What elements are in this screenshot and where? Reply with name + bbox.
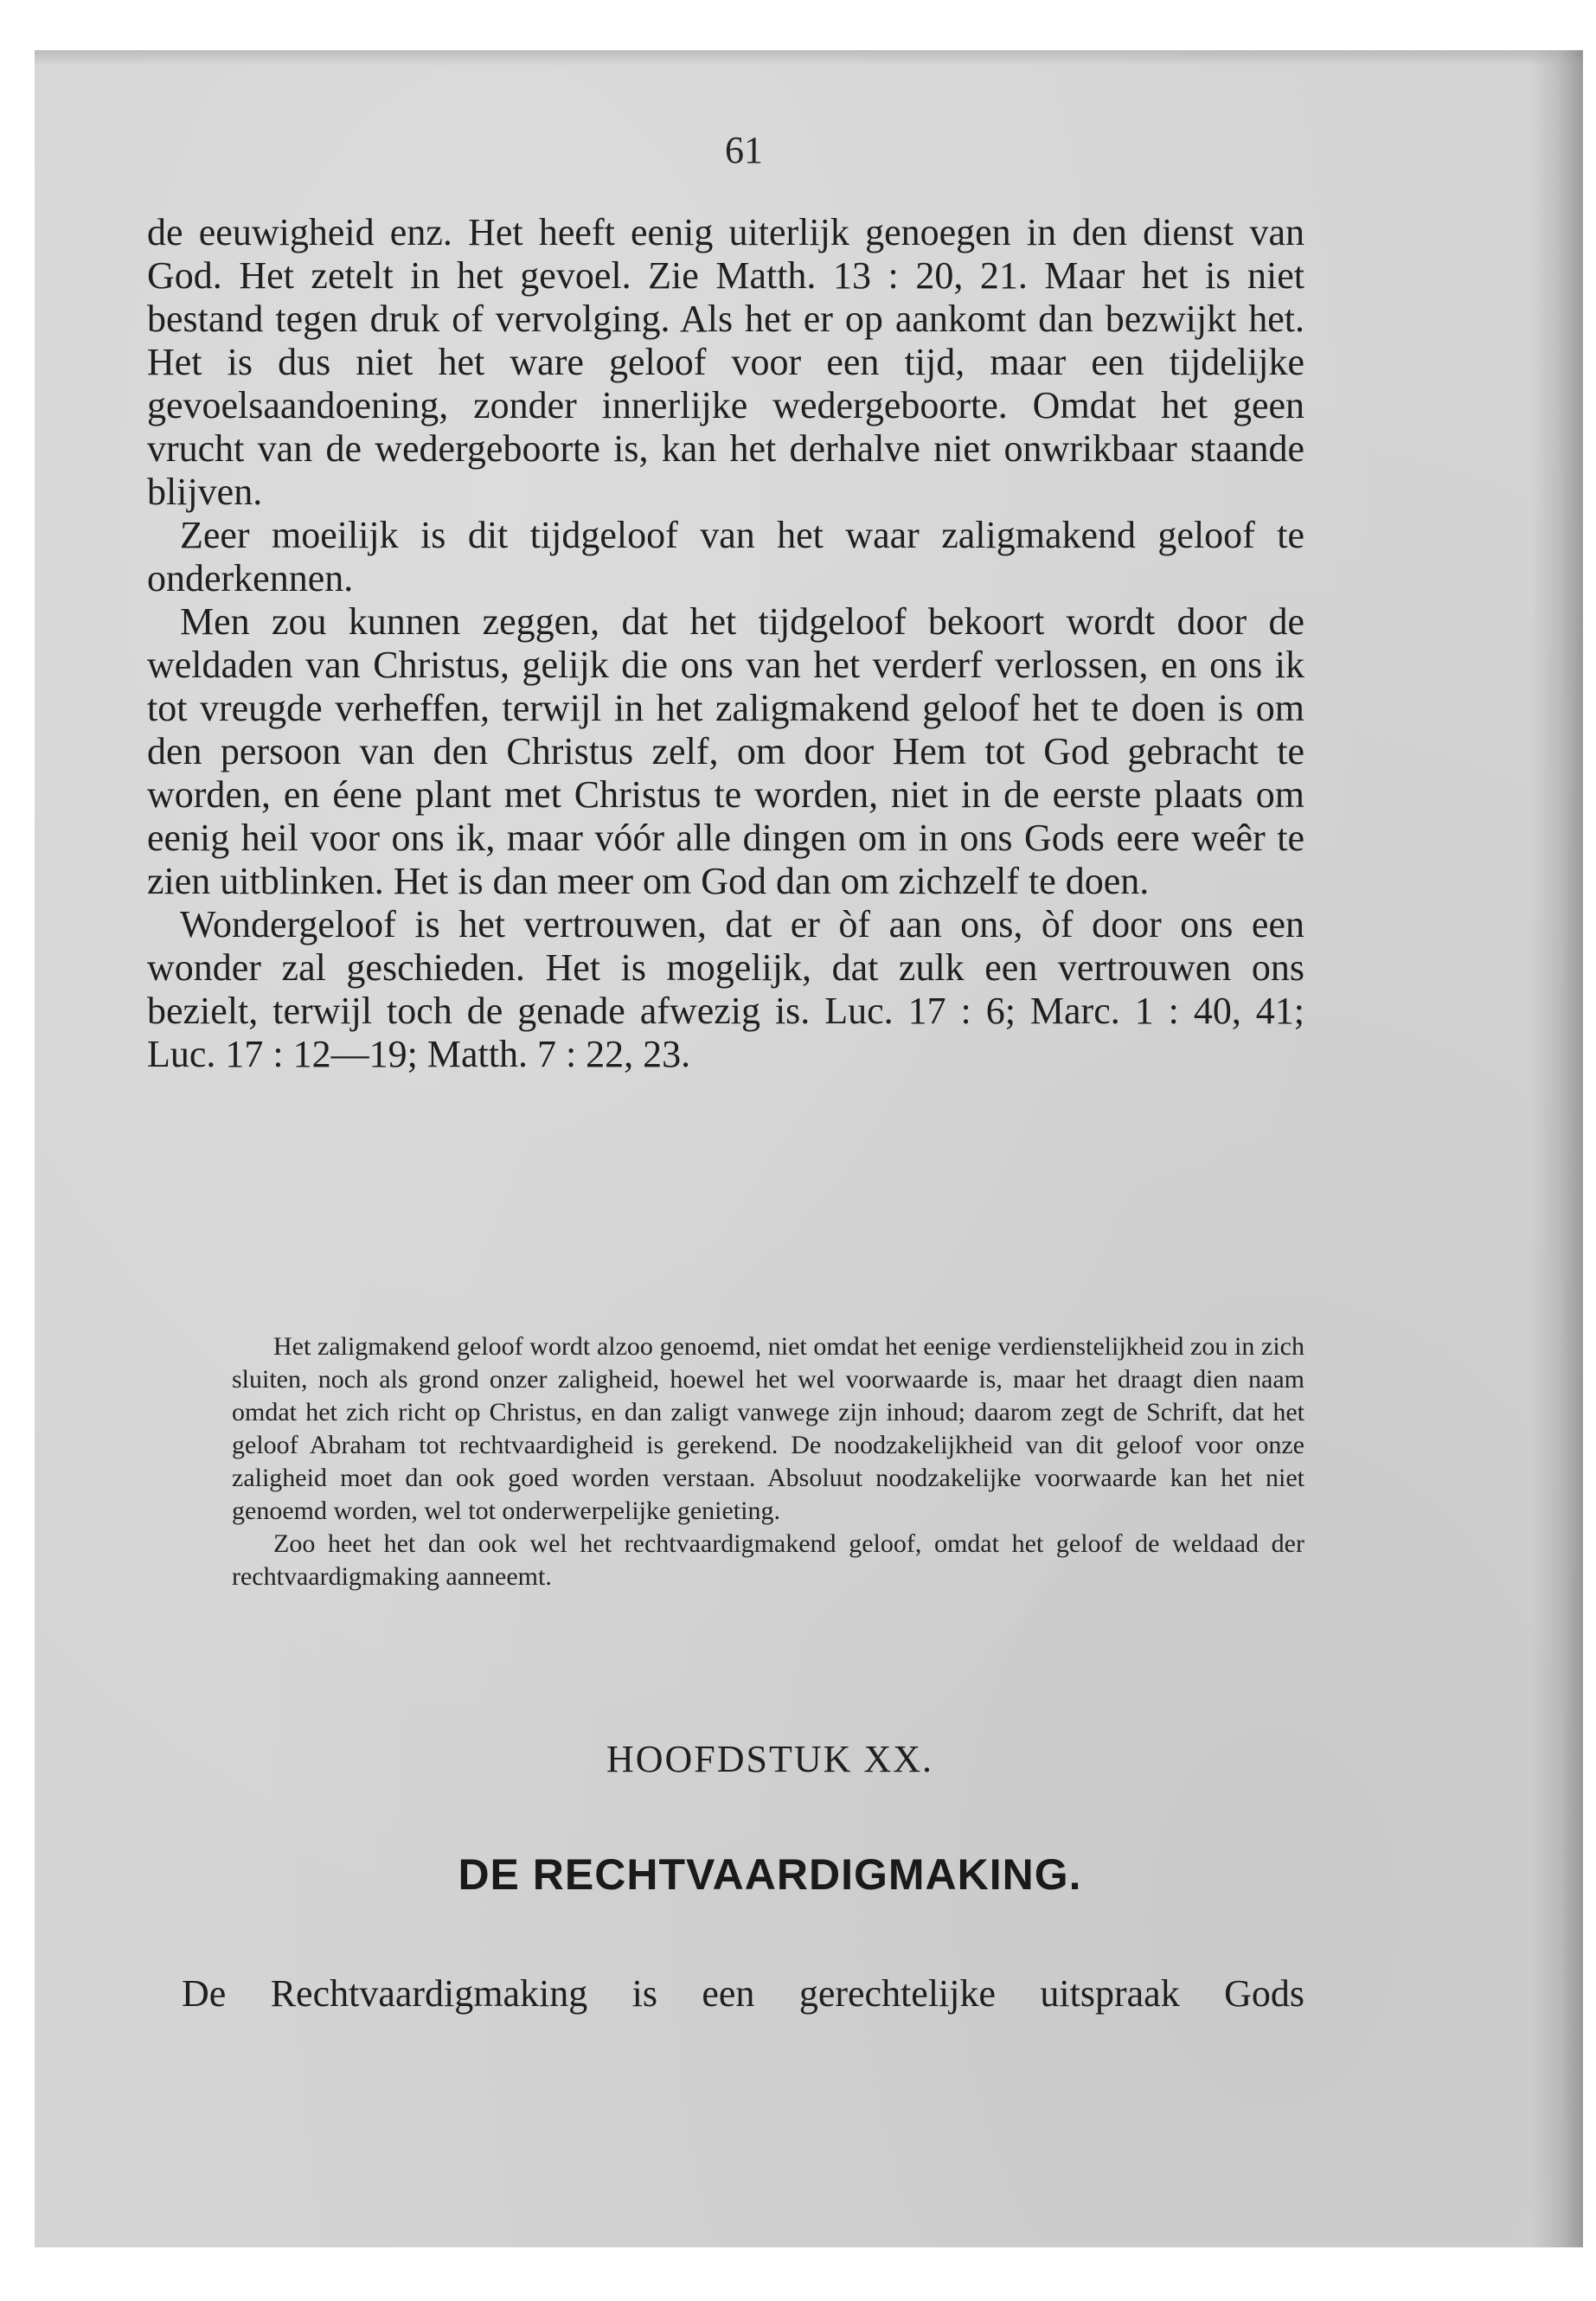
footnote-rechtvaardigmakend-geloof: Zoo heet het dan ook wel het rechtvaardigmakend geloof, omdat het geloof de weldaad der rechtvaardigmaking aanneemt. [232,1529,1304,1591]
footnote-block [232,1330,1304,1593]
paragraph-difficult-to-discern: Zeer moeilijk is dit tijdgeloof van het waar zaligmakend geloof te onderkennen. [147,514,1304,599]
scanned-page [35,50,1583,2247]
paragraph-tijdgeloof-description: de eeuwigheid enz. Het heeft eenig uiterlijk genoegen in den dienst van God. Het zetelt in het gevoel. Zie Matth. 13 : 20, 21. Maar het is niet bestand tegen druk of vervolging. Als het er op aankomt dan bezwijkt het. Het is dus niet het ware geloof voor een tijd, maar een tijdelijke gevoelsaandoening, zonder innerlijke wedergeboorte. Omdat het geen vrucht van de wedergeboorte is, kan het derhalve niet onwrikbaar staande blijven. [147,211,1304,513]
chapter-label: HOOFDSTUK XX. [606,1738,934,1780]
paragraph-benefits-of-christ: Men zou kunnen zeggen, dat het tijdgeloof bekoort wordt door de weldaden van Christus, gelijk die ons van het verderf verlossen, en ons ik tot vreugde verheffen, terwijl in het zaligmakend geloof het te doen is om den persoon van den Christus zelf, om door Hem tot God gebracht te worden, en éene plant met Christus te worden, niet in de eerste plaats om eenig heil voor ons ik, maar vóór alle dingen om in ons Gods eere weêr te zien uitblinken. Het is dan meer om God dan om zichzelf te doen. [147,600,1304,902]
paragraph-wondergeloof: Wondergeloof is het vertrouwen, dat er òf aan ons, òf door ons een wonder zal geschieden. Het is mogelijk, dat zulk een vertrouwen ons bezielt, terwijl toch de genade afwezig is. Luc. 17 : 6; Marc. 1 : 40, 41; Luc. 17 : 12—19; Matth. 7 : 22, 23. [147,903,1304,1075]
page-right-edge-shadow [1531,50,1583,2247]
footnote-zaligmakend-geloof: Het zaligmakend geloof wordt alzoo genoemd, niet omdat het eenige verdienstelijkheid zou in zich sluiten, noch als grond onzer zaligheid, hoewel het wel voorwaarde is, maar het draagt dien naam omdat het zich richt op Christus, en dan zaligt vanwege zijn inhoud; daarom zegt de Schrift, dat het geloof Abraham tot rechtvaardigheid is gerekend. De noodzakelijkheid van dit geloof voor onze zaligheid moet dan ook goed worden verstaan. Absoluut noodzakelijke voorwaarde kan het niet genoemd worden, wel tot onderwerpelijke genieting. [232,1332,1304,1525]
chapter-title: DE RECHTVAARDIGMAKING. [458,1850,1082,1899]
body-text [147,211,1304,1076]
chapter-first-line: De Rechtvaardigmaking is een gerechtelijke uitspraak Gods [182,1972,1304,2015]
page-top-shadow [35,50,1583,66]
page-number: 61 [725,129,763,171]
